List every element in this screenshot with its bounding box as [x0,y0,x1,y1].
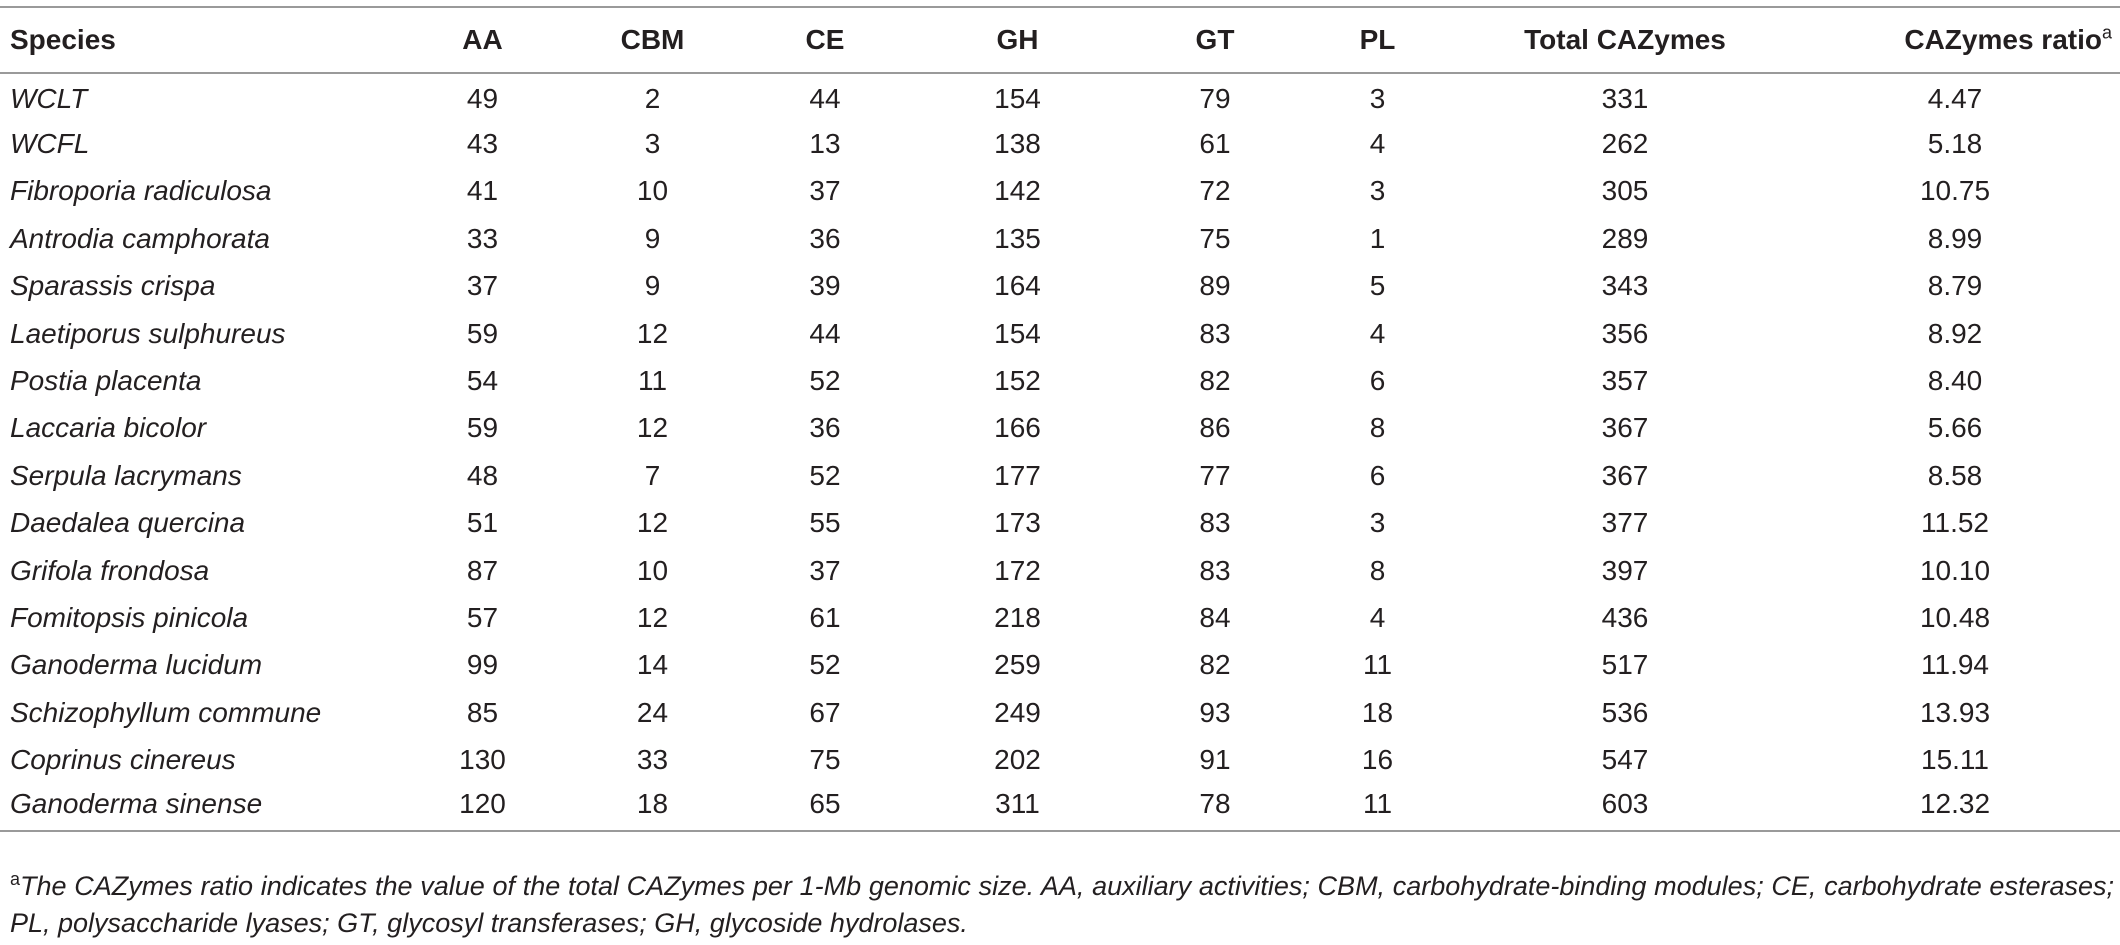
cell-gh: 164 [994,270,1041,302]
cell-gt: 86 [1199,412,1231,444]
cell-cbm: 10 [636,554,669,586]
cell-species: Ganoderma sinense [10,788,263,820]
cell-cbm: 3 [644,128,661,160]
footnote-marker: a [10,869,21,889]
cell-ce: 65 [809,788,841,820]
cell-species: Grifola frondosa [10,554,210,586]
cell-total-cazymes: 517 [1601,649,1649,681]
cell-species: Fibroporia radiculosa [10,175,272,207]
cell-pl: 6 [1369,365,1386,397]
cell-gt: 83 [1199,317,1231,349]
cell-pl: 5 [1369,270,1386,302]
table-row [0,357,2120,404]
cell-gt: 72 [1199,175,1231,207]
cell-gh: 142 [994,175,1041,207]
cell-cazymes-ratio: 5.18 [1927,128,1983,160]
cell-total-cazymes: 367 [1601,459,1649,491]
table-row [0,405,2120,452]
cell-cbm: 24 [636,696,669,728]
cell-aa: 59 [466,412,499,444]
cell-aa: 120 [459,788,506,820]
table-row [0,168,2120,215]
cell-aa: 49 [466,83,499,115]
cell-cbm: 12 [636,317,669,349]
header-gt: GT [1195,24,1235,55]
cell-gt: 83 [1199,554,1231,586]
header-ce: CE [805,24,845,55]
header-cbm: CBM [620,24,685,55]
cell-cazymes-ratio: 8.92 [1927,317,1983,349]
cell-ce: 37 [809,554,841,586]
cell-total-cazymes: 305 [1601,175,1649,207]
cell-gt: 83 [1199,507,1231,539]
cell-species: Coprinus cinereus [10,744,236,776]
cell-pl: 3 [1369,175,1386,207]
cell-species: Laetiporus sulphureus [10,317,286,349]
cell-total-cazymes: 357 [1601,365,1649,397]
header-pl: PL [1359,24,1396,55]
cell-pl: 4 [1369,317,1386,349]
cell-cazymes-ratio: 8.99 [1927,222,1983,254]
cell-cbm: 7 [644,459,661,491]
cell-gt: 93 [1199,696,1231,728]
cell-total-cazymes: 289 [1601,222,1649,254]
cell-cazymes-ratio: 4.47 [1927,83,1983,115]
cell-gt: 82 [1199,649,1231,681]
cell-aa: 33 [466,222,499,254]
cell-cbm: 14 [636,649,669,681]
table-row [0,689,2120,736]
cell-aa: 57 [466,601,499,633]
cell-species: Daedalea quercina [10,507,246,539]
header-total-cazymes: Total CAZymes [1524,24,1726,55]
cell-ce: 75 [809,744,841,776]
header-row [0,7,2120,73]
cell-gt: 75 [1199,222,1231,254]
header-gh: GH [996,24,1039,55]
cell-ce: 13 [809,128,841,160]
cell-pl: 3 [1369,83,1386,115]
cell-cbm: 9 [644,270,661,302]
cell-ce: 61 [809,601,841,633]
cell-ce: 37 [809,175,841,207]
cell-aa: 41 [466,175,499,207]
cell-gh: 259 [994,649,1041,681]
cell-ce: 39 [809,270,841,302]
cell-total-cazymes: 547 [1601,744,1649,776]
cell-pl: 11 [1362,649,1393,681]
cell-aa: 51 [466,507,499,539]
cell-total-cazymes: 536 [1601,696,1649,728]
cell-gt: 84 [1199,601,1231,633]
cell-species: Fomitopsis pinicola [10,601,249,633]
cell-gh: 172 [994,554,1041,586]
header-ratio-footnote-marker: a [2101,22,2112,43]
table-row [0,547,2120,594]
cell-total-cazymes: 377 [1601,507,1649,539]
header-cazymes-ratio-label: CAZymes ratio [1904,24,2102,55]
cell-aa: 48 [466,459,499,491]
cell-aa: 99 [466,649,499,681]
cell-gh: 202 [994,744,1041,776]
cell-cazymes-ratio: 11.94 [1921,649,1989,681]
cell-aa: 85 [466,696,499,728]
cell-cazymes-ratio: 8.40 [1927,365,1983,397]
cell-gt: 89 [1199,270,1231,302]
cell-total-cazymes: 262 [1601,128,1649,160]
cell-cbm: 10 [636,175,669,207]
cell-gh: 154 [994,83,1041,115]
cell-cazymes-ratio: 8.58 [1927,459,1983,491]
cell-ce: 44 [809,317,841,349]
cell-ce: 36 [809,222,841,254]
table-row [0,310,2120,357]
cell-total-cazymes: 436 [1601,601,1649,633]
cell-cbm: 11 [637,365,668,397]
cell-pl: 6 [1369,459,1386,491]
cell-cazymes-ratio: 12.32 [1919,788,1991,820]
header-species: Species [10,24,116,55]
cell-aa: 54 [466,365,499,397]
cell-pl: 1 [1369,222,1386,254]
cell-ce: 55 [809,507,841,539]
cell-pl: 4 [1369,128,1386,160]
cell-species: WCFL [10,128,90,160]
cell-species: Laccaria bicolor [10,412,207,444]
cell-species: Postia placenta [10,365,202,397]
cell-total-cazymes: 356 [1601,317,1649,349]
cell-pl: 4 [1369,601,1386,633]
cell-cbm: 18 [636,788,669,820]
cell-pl: 16 [1361,744,1394,776]
cell-ce: 52 [809,365,841,397]
cell-aa: 87 [466,554,499,586]
cell-gh: 311 [995,788,1040,820]
cell-species: Sparassis crispa [10,270,216,302]
cell-gt: 61 [1199,128,1231,160]
cell-gh: 249 [994,696,1041,728]
table-row [0,452,2120,499]
table-header [0,7,2120,73]
cell-cbm: 33 [636,744,669,776]
cell-cazymes-ratio: 10.75 [1919,175,1991,207]
cell-pl: 8 [1369,554,1386,586]
cell-gh: 173 [994,507,1041,539]
cell-total-cazymes: 331 [1601,83,1649,115]
cell-ce: 44 [809,83,841,115]
table-footnote [10,868,2114,942]
footnote-text: The CAZymes ratio indicates the value of the total CAZymes per 1-Mb genomic size. AA, auxiliary activities; CBM, carbohydrate-binding modules; CE, carbohydrate esterases; PL, polysaccharide lyases; GT, glycosyl transferases; GH, glycoside hydrolases. [10,871,2114,938]
table-row [0,784,2120,831]
cazymes-table [0,6,2120,832]
table-body [0,73,2120,831]
cell-cazymes-ratio: 5.66 [1927,412,1983,444]
cell-ce: 67 [809,696,841,728]
cell-cbm: 12 [636,412,669,444]
cell-total-cazymes: 343 [1601,270,1649,302]
cell-gh: 166 [994,412,1041,444]
cell-gh: 135 [994,222,1041,254]
cell-aa: 37 [466,270,499,302]
cell-ce: 36 [809,412,841,444]
cell-species: Schizophyllum commune [10,696,322,728]
cell-cbm: 12 [636,601,669,633]
table-row [0,263,2120,310]
cell-ce: 52 [809,459,841,491]
cell-gh: 177 [994,459,1041,491]
cell-gt: 77 [1199,459,1231,491]
cell-gh: 218 [994,601,1041,633]
cell-cazymes-ratio: 13.93 [1919,696,1991,728]
table-row [0,120,2120,167]
cell-cazymes-ratio: 10.48 [1919,601,1991,633]
cell-ce: 52 [809,649,841,681]
header-cazymes-ratio [1790,7,2120,73]
cell-species: WCLT [10,83,88,115]
cell-pl: 3 [1369,507,1386,539]
cell-cazymes-ratio: 8.79 [1927,270,1983,302]
cell-species: Serpula lacrymans [10,459,242,491]
cell-gt: 79 [1199,83,1231,115]
table-row [0,500,2120,547]
cell-total-cazymes: 397 [1601,554,1649,586]
table-row [0,642,2120,689]
cell-cazymes-ratio: 11.52 [1921,507,1989,539]
table-row [0,73,2120,120]
cell-aa: 59 [466,317,499,349]
table-row [0,736,2120,783]
cell-pl: 8 [1369,412,1386,444]
table-row [0,594,2120,641]
cell-cazymes-ratio: 10.10 [1919,554,1991,586]
cell-total-cazymes: 603 [1601,788,1649,820]
cell-gt: 91 [1199,744,1231,776]
cell-gh: 154 [994,317,1041,349]
cell-species: Ganoderma lucidum [10,649,263,681]
cell-species: Antrodia camphorata [10,222,270,254]
cell-pl: 11 [1362,788,1393,820]
cell-total-cazymes: 367 [1601,412,1649,444]
cell-cazymes-ratio: 15.11 [1921,744,1989,776]
cell-cbm: 9 [644,222,661,254]
header-aa: AA [462,24,503,55]
cell-gt: 82 [1199,365,1231,397]
table-row [0,215,2120,262]
cell-aa: 130 [459,744,506,776]
cell-aa: 43 [466,128,499,160]
cell-cbm: 2 [644,83,661,115]
cell-gh: 152 [994,365,1041,397]
cell-pl: 18 [1361,696,1394,728]
cell-cbm: 12 [636,507,669,539]
cell-gh: 138 [994,128,1041,160]
cell-gt: 78 [1199,788,1231,820]
